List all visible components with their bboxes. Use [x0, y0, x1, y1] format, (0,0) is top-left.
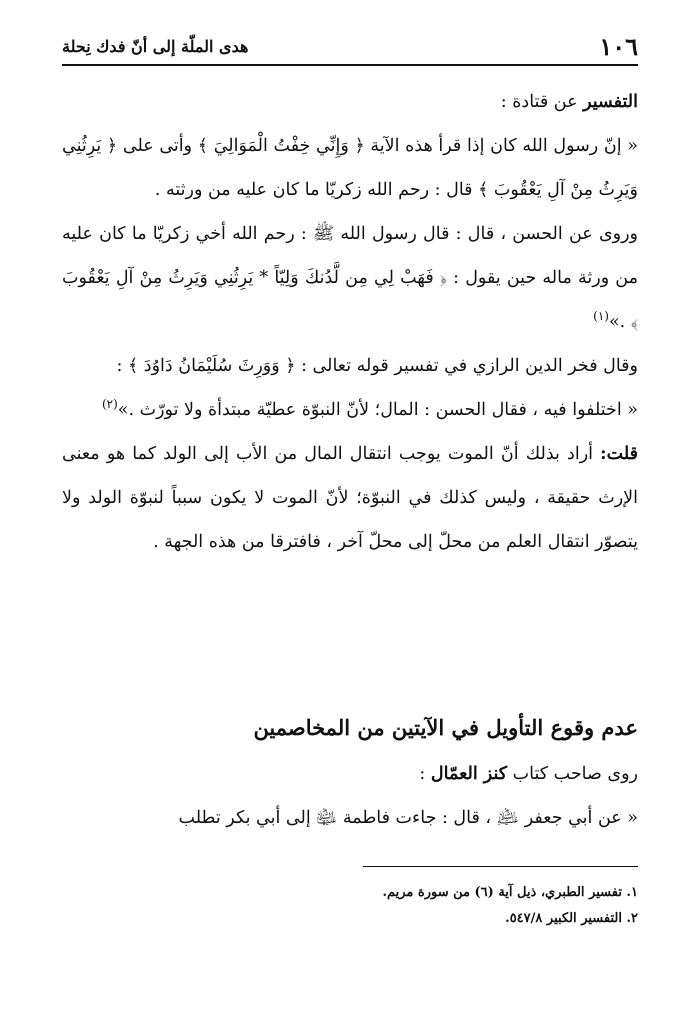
page-header — [62, 28, 638, 66]
paragraph-text: « عن أبي جعفر ﵇ ، قال : جاءت فاطمة ﵍ إلى أبي بكر تطلب — [178, 808, 638, 828]
running-title: هدى الملّة إلى أنّ فدك نِحلة — [62, 36, 249, 56]
footnote-divider — [363, 866, 638, 867]
paragraph-quote-razi — [62, 388, 638, 432]
paragraph-text: « إنّ رسول الله كان إذا قرأ هذه الآية ﴿ وَإِنِّي خِفْتُ الْمَوَالِيَ ﴾ وأتى على ﴿ يَرِثُنِي وَيَرِثُ مِنْ آلِ يَعْقُوبَ ﴾ قال : رحم الله زكريّا ما كان عليه من ورثته . — [62, 136, 638, 200]
paragraph-text: أراد بذلك أنّ الموت يوجب انتقال المال من الأب إلى الولد كما هو معنى الإرث حقيقة ، وليس كذلك في النبوّة؛ لأنّ الموت لا يكون سبباً لنبوّة الولد ولا يتصوّر انتقال العلم من محلّ إلى محلّ آخر ، فافترقا من هذه الجهة . — [62, 444, 638, 552]
paragraph-text-end: : — [419, 764, 426, 784]
paragraph-comment — [62, 432, 638, 564]
paragraph-text: روى صاحب كتاب — [512, 764, 638, 784]
paragraph-razi — [62, 344, 638, 388]
paragraph-quote-abu-jafar — [62, 796, 638, 840]
paragraph-text: عن قتادة : — [500, 92, 578, 112]
footnote-ref[interactable]: (١) — [593, 309, 609, 324]
paragraph-text: « اختلفوا فيه ، فقال الحسن : المال؛ لأنّ النبوّة عطيّة مبتدأة ولا تورّث .» — [117, 400, 638, 420]
footnote-1: ١. تفسير الطبري، ذيل آية (٦) من سورة مريم. — [382, 885, 638, 900]
paragraph-label: قلت: — [600, 444, 638, 464]
paragraph-text: وقال فخر الدين الرازي في تفسير قوله تعالى : ﴿ وَوَرِثَ سُلَيْمَانُ دَاوُدَ ﴾ : — [116, 356, 638, 376]
paragraph-source — [62, 80, 638, 124]
footnotes — [62, 880, 638, 932]
paragraph-quote-qatada — [62, 124, 638, 212]
footnote-ref[interactable]: (٢) — [101, 397, 118, 412]
paragraph-label: التفسير — [583, 92, 638, 112]
paragraph-text: وروى عن الحسن ، قال : قال رسول الله ﷺ : رحم الله أخي زكريّا ما كان عليه من ورثة ماله حين يقول : ﴿ فَهَبْ لِي مِن لَّدُنكَ وَلِيّاً * يَرِثُنِي وَيَرِثُ مِنْ آلِ يَعْقُوبَ ﴾ .» — [62, 224, 638, 332]
body-text — [62, 80, 638, 564]
section-heading: عدم وقوع التأويل في الآيتين من المخاصمين — [253, 715, 638, 740]
paragraph-kanz — [62, 752, 638, 796]
page-number: ١٠٦ — [599, 31, 638, 61]
book-title: كنز العمّال — [430, 764, 508, 784]
section-body — [62, 752, 638, 840]
footnote-2: ٢. التفسير الكبير ٥٤٧/٨. — [505, 911, 638, 926]
paragraph-hasan — [62, 212, 638, 344]
